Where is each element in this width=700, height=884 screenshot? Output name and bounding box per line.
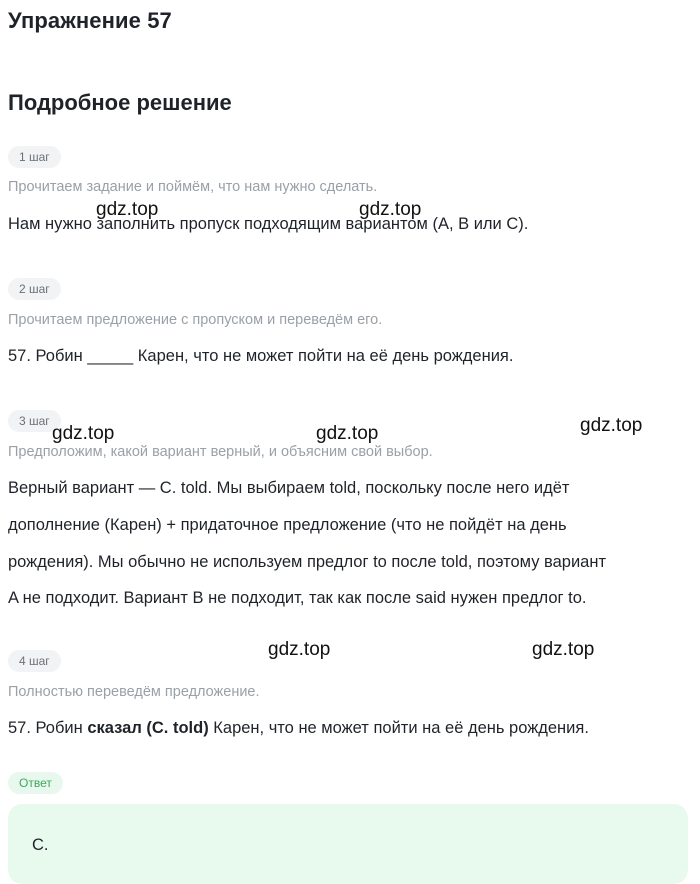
- step-3-line-3: рождения). Мы обычно не используем предлог to после told, поэтому вариант: [8, 553, 607, 571]
- step-4-badge: 4 шаг: [8, 650, 61, 672]
- step-4-text: [8, 710, 589, 747]
- step-2-text: 57. Робин _____ Карен, что не может пойти на её день рождения.: [8, 347, 514, 365]
- answer-box: [8, 804, 688, 884]
- watermark: gdz.top: [359, 199, 422, 220]
- step-3-hint: Предположим, какой вариант верный, и объясним свой выбор.: [8, 444, 433, 460]
- watermark: gdz.top: [316, 423, 379, 444]
- step-1-text: Нам нужно заполнить пропуск подходящим вариантом (A, B или C).: [8, 215, 529, 233]
- watermark: gdz.top: [268, 639, 331, 660]
- step-4-text-before: 57. Робин: [8, 719, 88, 737]
- section-title: Подробное решение: [8, 90, 232, 115]
- step-2-badge: 2 шаг: [8, 278, 61, 300]
- step-3-line-2: дополнение (Карен) + придаточное предложение (что не пойдёт на день: [8, 516, 567, 534]
- step-1-badge: 1 шаг: [8, 146, 61, 168]
- exercise-title: Упражнение 57: [8, 8, 172, 33]
- watermark: gdz.top: [52, 423, 115, 444]
- step-2-hint: Прочитаем предложение с пропуском и переведём его.: [8, 312, 383, 328]
- step-3-badge: 3 шаг: [8, 410, 61, 432]
- step-4-text-bold: сказал (C. told): [87, 719, 209, 737]
- step-1-hint: Прочитаем задание и поймём, что нам нужно сделать.: [8, 179, 378, 195]
- watermark: gdz.top: [96, 199, 159, 220]
- step-4-text-after: Карен, что не может пойти на её день рождения.: [208, 719, 589, 737]
- answer-value: C.: [32, 836, 49, 854]
- step-3-line-1: Верный вариант — C. told. Мы выбираем told, поскольку после него идёт: [8, 479, 570, 497]
- watermark: gdz.top: [532, 639, 595, 660]
- step-4-hint: Полностью переведём предложение.: [8, 684, 260, 700]
- watermark: gdz.top: [580, 415, 643, 436]
- step-3-line-4: A не подходит. Вариант B не подходит, так как после said нужен предлог to.: [8, 589, 587, 607]
- answer-badge: Ответ: [8, 772, 63, 794]
